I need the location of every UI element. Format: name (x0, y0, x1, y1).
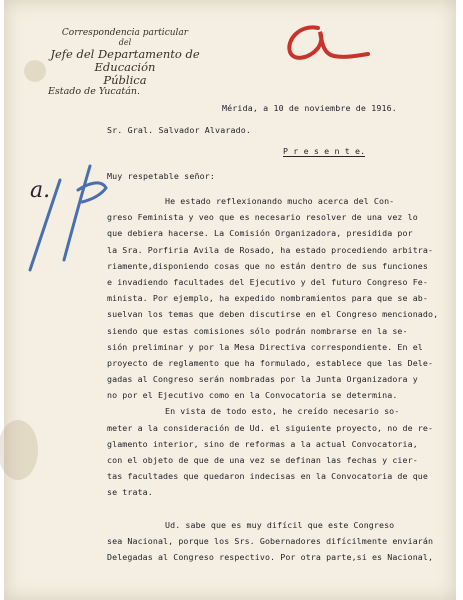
paper-stain (0, 420, 38, 480)
letterhead-line: Estado de Yucatán. (48, 86, 141, 98)
letterhead-line: del (118, 38, 132, 48)
margin-note: a. (30, 178, 51, 203)
body-line: gadas al Congreso serán nombradas por la Junta Organizadora y (107, 374, 418, 385)
body-line (107, 501, 447, 517)
body-line: la Sra. Porfiria Avila de Rosado, ha estado procediendo arbitra- (107, 244, 434, 255)
letterhead (40, 28, 210, 98)
addressee: Sr. Gral. Salvador Alvarado. (107, 125, 252, 135)
body-line: se trata. (107, 487, 153, 498)
body-line: tas facultades que quedaron indecisas en la Convocatoria de que (107, 471, 428, 482)
body-line: que debiera hacerse. La Comisión Organizadora, presidida por (107, 228, 413, 239)
body-line: He estado reflexionando mucho acerca del Con- (165, 196, 395, 206)
body-line: proyecto de reglamento que ha formulado, establece que las Dele- (107, 357, 434, 368)
letterhead-line: Pública (103, 72, 147, 87)
letter-body (107, 193, 447, 565)
body-line: sión preliminar y por la Mesa Directiva correspondiente. En el (107, 341, 423, 352)
presente-line: P r e s e n t e. (283, 146, 366, 156)
date-line: Mérida, a 10 de noviembre de 1916. (222, 103, 397, 113)
salutation: Muy respetable señor: (107, 171, 216, 181)
body-line: Ud. sabe que es muy difícil que este Congreso (165, 519, 395, 530)
letterhead-line: Correspondencia particular (61, 28, 189, 38)
body-line: sea Nacional, porque los Srs. Gobernadores difícilmente enviarán (107, 535, 434, 546)
body-line: no por el Ejecutivo como en la Convocatoria se determina. (107, 390, 398, 401)
body-line: e invadiendo facultades del Ejecutivo y del futuro Congreso Fe- (107, 276, 428, 287)
letterhead-line: Jefe del Departamento de Educación (50, 46, 200, 74)
body-line: minista. Por ejemplo, ha expedido nombramientos para que se ab- (107, 293, 428, 304)
body-line: suelvan los temas que deben discutirse en el Congreso mencionado, (107, 309, 439, 320)
body-line: meter a la consideración de Ud. el siguiente proyecto, no de re- (107, 422, 434, 433)
body-line: En vista de todo esto, he creído necesario so- (165, 406, 400, 417)
body-line: con el objeto de que de una vez se definan las fechas y cier- (107, 455, 418, 465)
red-pencil-mark (278, 18, 370, 70)
body-line: Delegadas al Congreso respectivo. Por otra parte,si es Nacional, (107, 552, 434, 563)
body-line: riamente,disponiendo cosas que no están dentro de sus funciones (107, 260, 428, 271)
body-line: glamento interior, sino de reformas a la actual Convocatoria, (107, 438, 418, 449)
blue-pencil-mark (20, 160, 110, 280)
body-line: siendo que estas comisiones sólo podrán nombrarse en la se- (107, 325, 408, 336)
body-line: greso Feminista y veo que es necesario resolver de una vez lo (107, 212, 418, 223)
